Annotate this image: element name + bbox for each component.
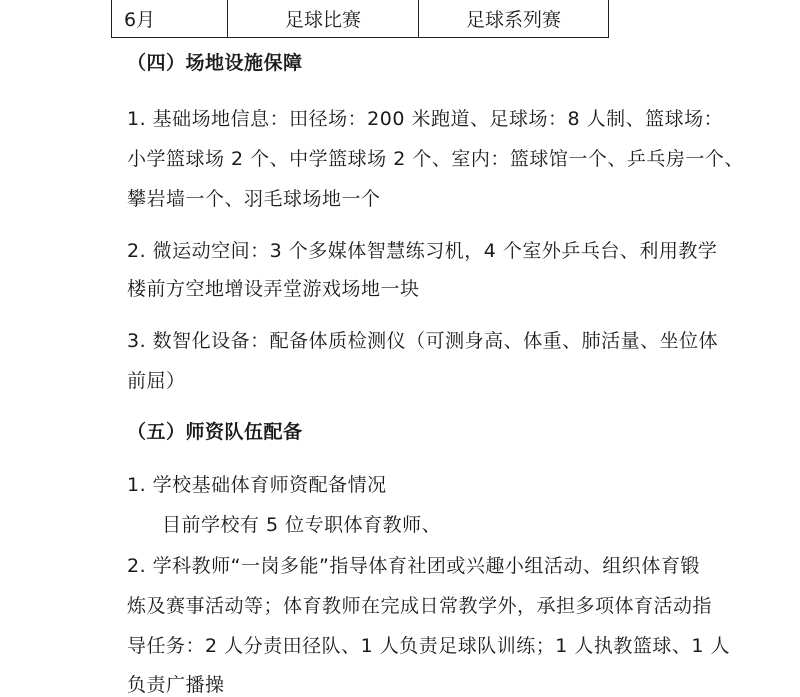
section4-item3-line2: 前屈）	[127, 370, 186, 392]
table-cell-series: 足球系列赛	[465, 9, 561, 31]
section5-item1-detail: 目前学校有 5 位专职体育教师、	[162, 514, 442, 536]
section4-item1-line1: 1. 基础场地信息：田径场：200 米跑道、足球场：8 人制、篮球场：	[127, 108, 724, 130]
table-cell-event: 足球比赛	[228, 0, 419, 37]
section4-item2-line2: 楼前方空地增设弄堂游戏场地一块	[127, 278, 420, 300]
section4-item1-line2: 小学篮球场 2 个、中学篮球场 2 个、室内：篮球馆一个、乒乓房一个、	[127, 148, 744, 170]
schedule-table-row	[111, 0, 609, 38]
section5-item1: 1. 学校基础体育师资配备情况	[127, 474, 387, 496]
table-cell-month: 6月	[112, 0, 228, 37]
section5-heading: （五）师资队伍配备	[127, 421, 303, 443]
section4-item1-line3: 攀岩墙一个、羽毛球场地一个	[127, 188, 381, 210]
section5-item2-line4: 负责广播操	[127, 674, 225, 696]
section5-item2-line3: 导任务：2 人分责田径队、1 人负责足球队训练；1 人执教篮球、1 人	[127, 635, 731, 657]
section5-item2-line1: 2. 学科教师“一岗多能”指导体育社团或兴趣小组活动、组织体育锻	[127, 555, 700, 577]
section4-item2-line1: 2. 微运动空间：3 个多媒体智慧练习机，4 个室外乒乓台、利用教学	[127, 240, 718, 262]
section4-item3-line1: 3. 数智化设备：配备体质检测仪（可测身高、体重、肺活量、坐位体	[127, 330, 719, 352]
section4-heading: （四）场地设施保障	[127, 52, 303, 74]
section5-item2-line2: 炼及赛事活动等；体育教师在完成日常教学外，承担多项体育活动指	[127, 595, 713, 617]
